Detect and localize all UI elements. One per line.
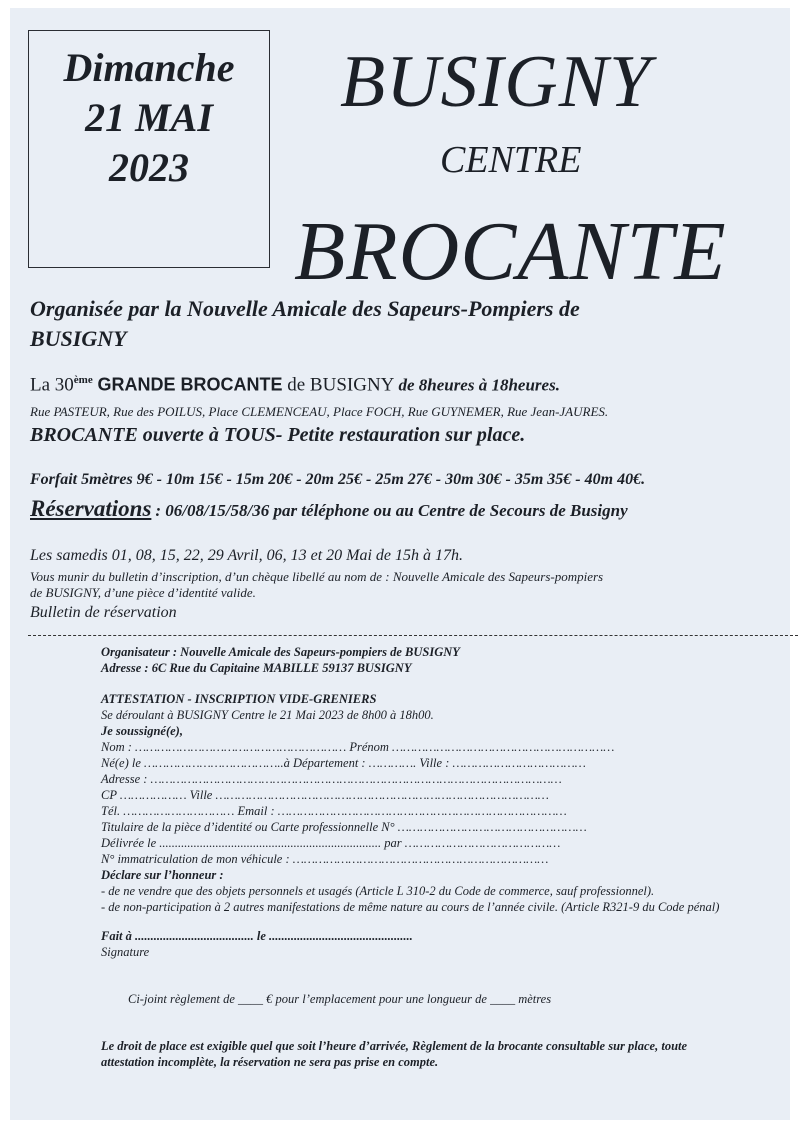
- issued-field-line: Délivrée le ....................................................................... par ……………………………………: [101, 836, 561, 850]
- organiser-line-1: Organisée par la Nouvelle Amicale des Sapeurs-Pompiers de: [30, 296, 580, 321]
- edition-hours: de 8heures à 18heures.: [398, 375, 560, 395]
- bring-line-1: Vous munir du bulletin d’inscription, d’un chèque libellé au nom de : Nouvelle Amicale des Sapeurs-pompiers: [30, 569, 604, 584]
- edition-line: [30, 374, 560, 396]
- vehicle-field-line: N° immatriculation de mon véhicule : ……………………………………………………………: [101, 852, 549, 866]
- signature-label: Signature: [101, 945, 150, 959]
- done-at-line: Fait à ...................................... le ..............................................: [101, 929, 413, 943]
- form-address: Adresse : 6C Rue du Capitaine MABILLE 59137 BUSIGNY: [101, 661, 412, 675]
- date-year: 2023: [109, 145, 189, 190]
- form-organiser: Organisateur : Nouvelle Amicale des Sapeurs-pompiers de BUSIGNY: [101, 645, 460, 659]
- date-box: [28, 30, 270, 268]
- bring-line-2: de BUSIGNY, d’une pièce d’identité valide.: [30, 585, 256, 600]
- footer-note-1: Le droit de place est exigible quel que soit l’heure d’arrivée, Règlement de la brocante consultable sur place, toute: [101, 1039, 688, 1053]
- edition-sup: ème: [73, 374, 93, 386]
- organiser-line-2: BUSIGNY: [30, 326, 127, 351]
- open-to-all: BROCANTE ouverte à TOUS- Petite restauration sur place.: [30, 424, 526, 446]
- undersigned-label: Je soussigné(e),: [101, 724, 183, 738]
- honour-title: Déclare sur l’honneur :: [101, 868, 224, 882]
- cut-line: [28, 635, 798, 636]
- cp-field-line: CP ……………… Ville ………………………………………………………………………………: [101, 788, 549, 802]
- tel-field-line: Tél. ………………………… Email : ……………………………………………………………………: [101, 804, 567, 818]
- date-month: 21 MAI: [85, 95, 213, 140]
- edition-prefix: La 30: [30, 374, 74, 396]
- streets-line: Rue PASTEUR, Rue des POILUS, Place CLEMENCEAU, Place FOCH, Rue GUYNEMER, Rue Jean-JAURES.: [30, 404, 609, 419]
- honour-item-2: - de non-participation à 2 autres manifestations de même nature au cours de l’année civile. (Article R321-9 du Code pénal): [101, 900, 720, 914]
- name-field-line: Nom : ………………………………………………… Prénom ……………………………………………………: [101, 740, 615, 754]
- attestation-title: ATTESTATION - INSCRIPTION VIDE-GRENIERS: [101, 692, 377, 706]
- date-day: Dimanche: [63, 45, 235, 90]
- reservations-label: Réservations: [30, 496, 152, 521]
- address-field-line: Adresse : …………………………………………………………………………………………………: [101, 772, 562, 786]
- id-field-line: Titulaire de la pièce d’identité ou Carte professionnelle N° ……………………………………………: [101, 820, 587, 834]
- birth-field-line: Né(e) le ………………………………..à Département : …………. Ville : ………………………………: [101, 756, 586, 770]
- title-event: BROCANTE: [294, 205, 727, 298]
- title-town: BUSIGNY: [340, 41, 652, 123]
- edition-title: GRANDE BROCANTE: [97, 374, 283, 395]
- honour-item-1: - de ne vendre que des objets personnels et usagés (Article L 310-2 du Code de commerce, sauf professionnel).: [101, 884, 655, 898]
- bulletin-title: Bulletin de réservation: [30, 604, 177, 621]
- footer-note-2: attestation incomplète, la réservation ne sera pas prise en compte.: [101, 1055, 439, 1069]
- title-centre: CENTRE: [440, 139, 582, 181]
- reservations-text: : 06/08/15/58/36 par téléphone ou au Centre de Secours de Busigny: [155, 501, 628, 520]
- attestation-subtitle: Se déroulant à BUSIGNY Centre le 21 Mai 2023 de 8h00 à 18h00.: [101, 708, 434, 722]
- reservations-line: [30, 496, 628, 522]
- flyer-page: [10, 8, 790, 1120]
- price-list: Forfait 5mètres 9€ - 10m 15€ - 15m 20€ - 20m 25€ - 25m 27€ - 30m 30€ - 35m 35€ - 40m 40€.: [30, 471, 646, 488]
- schedule-line: Les samedis 01, 08, 15, 22, 29 Avril, 06, 13 et 20 Mai de 15h à 17h.: [30, 547, 464, 564]
- payment-line: Ci-joint règlement de ____ € pour l’emplacement pour une longueur de ____ mètres: [128, 992, 552, 1006]
- edition-town: de BUSIGNY: [287, 374, 394, 396]
